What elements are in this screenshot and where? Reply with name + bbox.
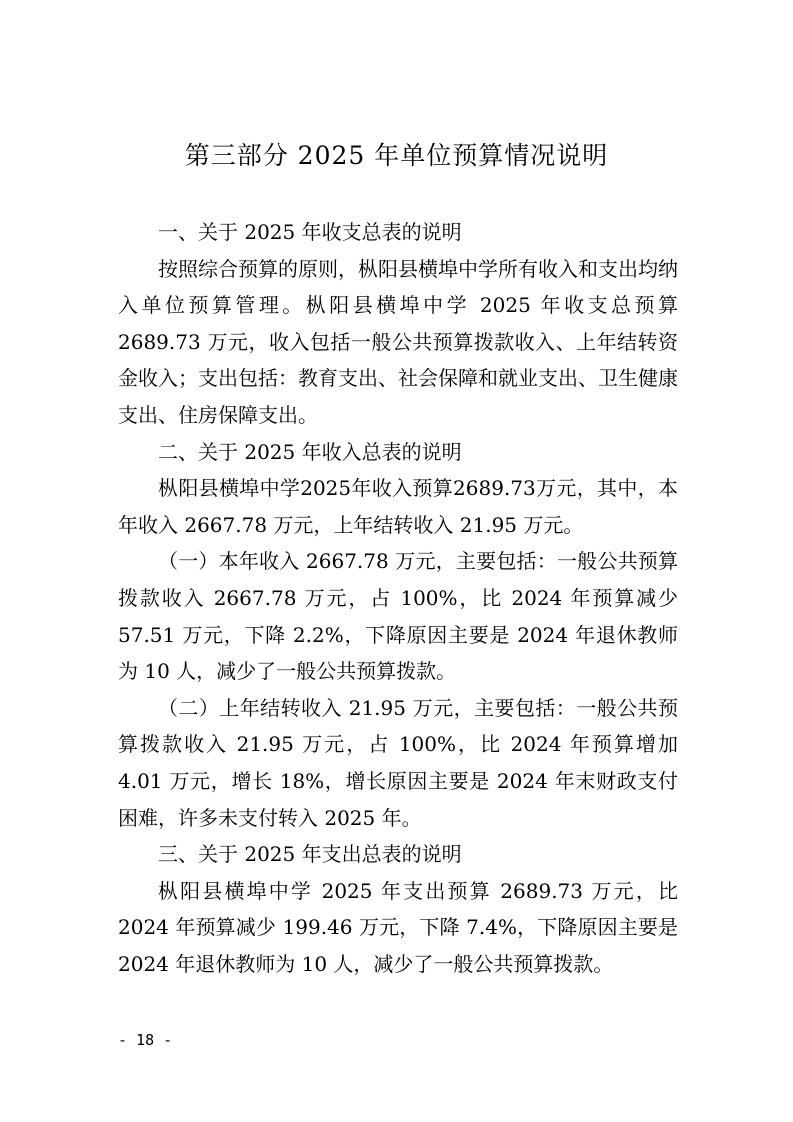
section-heading-3: 三、关于 2025 年支出总表的说明 (158, 842, 462, 867)
section-heading-1: 一、关于 2025 年收支总表的说明 (158, 220, 462, 244)
document-body (118, 214, 678, 982)
page-title: 第三部分 2025 年单位预算情况说明 (184, 141, 609, 170)
section-heading-2: 二、关于 2025 年收入总表的说明 (158, 439, 462, 464)
page-number: - 18 - (118, 1031, 173, 1049)
paragraph-4: （二）上年结转收入 21.95 万元，主要包括：一般公共预算拨款收入 21.95 万元，占 100%，比 2024 年预算增加 4.01 万元，增长 18%，增长原因主要是 2024 年末财政支付困难，许多未支付转入 2025 年。 (118, 695, 678, 830)
paragraph-5: 枞阳县横埠中学 2025 年支出预算 2689.73 万元，比 2024 年预算减少 199.46 万元，下降 7.4%，下降原因主要是 2024 年退休教师为 10 人，减少了一般公共预算拨款。 (118, 878, 678, 976)
paragraph-2: 枞阳县横埠中学2025年收入预算2689.73万元，其中，本年收入 2667.78 万元，上年结转收入 21.95 万元。 (118, 476, 678, 537)
paragraph-1: 按照综合预算的原则，枞阳县横埠中学所有收入和支出均纳入单位预算管理。枞阳县横埠中学 2025 年收支总预算 2689.73 万元，收入包括一般公共预算拨款收入、上年结转资金收入；支出包括：教育支出、社会保障和就业支出、卫生健康支出、住房保障支出。 (118, 256, 678, 427)
paragraph-3: （一）本年收入 2667.78 万元，主要包括：一般公共预算拨款收入 2667.78 万元，占 100%，比 2024 年预算减少 57.51 万元，下降 2.2%，下降原因主要是 2024 年退休教师为 10 人，减少了一般公共预算拨款。 (118, 549, 678, 684)
